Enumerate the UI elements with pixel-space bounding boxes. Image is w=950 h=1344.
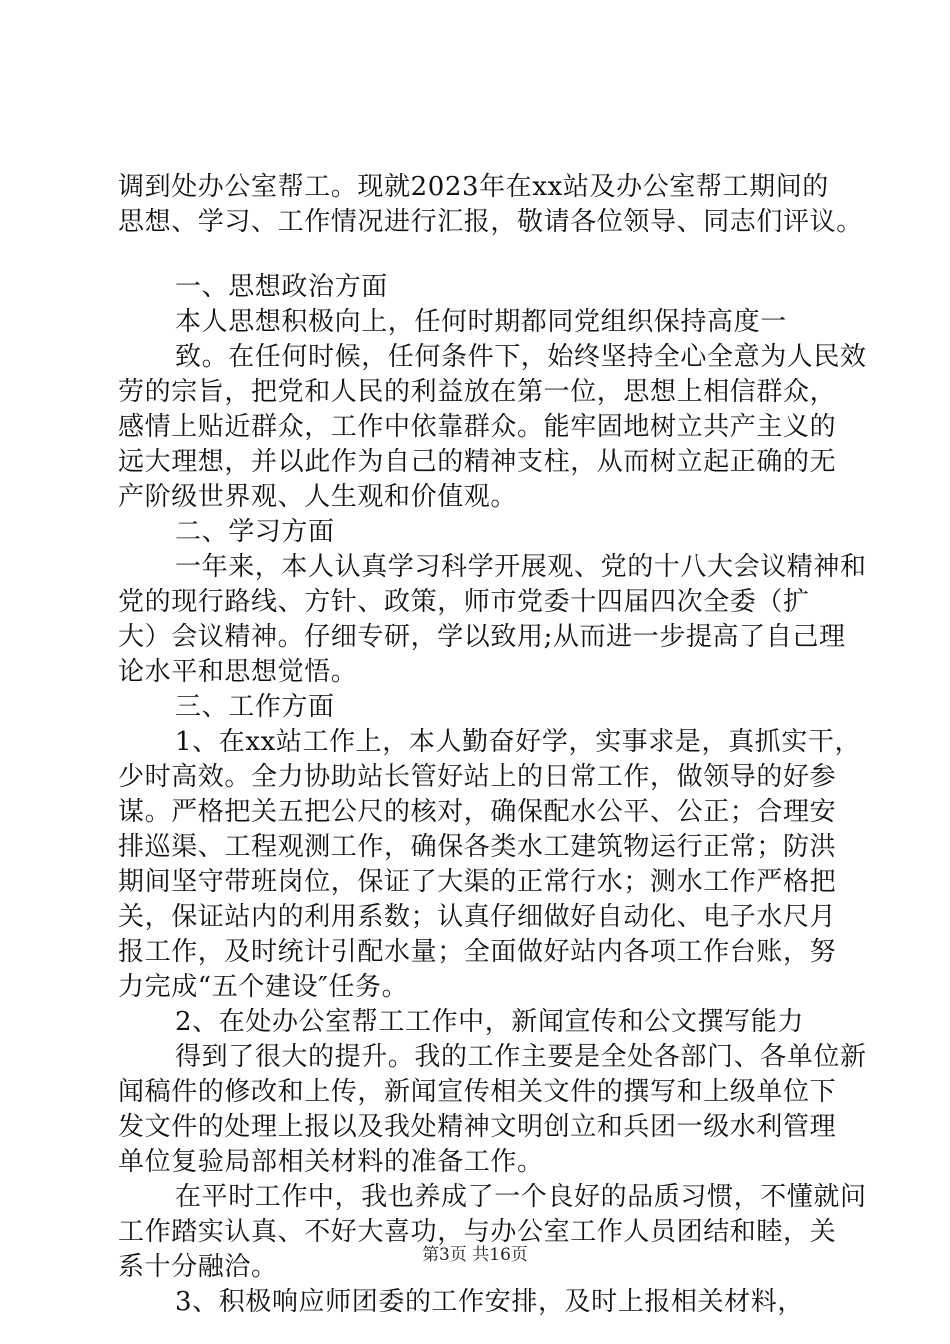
text-line: 论水平和思想觉悟。 <box>118 657 358 687</box>
text-line: 感情上贴近群众，工作中依靠群众。能牢固地树立共产主义的 <box>118 412 837 442</box>
text-line: 远大理想，并以此作为自己的精神支柱，从而树立起正确的无 <box>118 447 837 477</box>
text-line: 思想、学习、工作情况进行汇报，敬请各位领导、同志们评议。 <box>118 207 863 237</box>
text-line: 力完成“五个建设″任务。 <box>118 972 409 1002</box>
text-line: 工作踏实认真、不好大喜功，与办公室工作人员团结和睦，关 <box>118 1217 837 1247</box>
document-body <box>118 170 867 1320</box>
text-line: 大）会议精神。仔细专研，学以致用;从而进一步提高了自己理 <box>118 622 846 652</box>
text-line: 关，保证站内的利用系数；认真仔细做好自动化、电子水尺月 <box>118 902 837 932</box>
text-line: 闻稿件的修改和上传，新闻宣传相关文件的撰写和上级单位下 <box>118 1077 837 1107</box>
text-line: 少时高效。全力协助站长管好站上的日常工作，做领导的好参 <box>118 762 837 792</box>
section-heading-study: 二、学习方面 <box>175 517 335 547</box>
text-line: 谋。严格把关五把公尺的核对，确保配水公平、公正；合理安 <box>118 797 837 827</box>
text-line: 产阶级世界观、人生观和价值观。 <box>118 482 518 512</box>
text-line: 1、在xx站工作上，本人勤奋好学，实事求是，真抓实干， <box>175 727 862 757</box>
text-line: 报工作，及时统计引配水量；全面做好站内各项工作台账，努 <box>118 937 837 967</box>
text-line: 一年来，本人认真学习科学开展观、党的十八大会议精神和 <box>175 552 867 582</box>
text-line: 调到处办公室帮工。现就2023年在xx站及办公室帮工期间的 <box>118 172 829 202</box>
text-line: 2、在处办公室帮工工作中，新闻宣传和公文撰写能力 <box>175 1007 804 1037</box>
text-line: 期间坚守带班岗位，保证了大渠的正常行水；测水工作严格把 <box>118 867 837 897</box>
text-line: 排巡渠、工程观测工作，确保各类水工建筑物运行正常；防洪 <box>118 832 837 862</box>
text-line: 3、积极响应师团委的工作安排，及时上报相关材料， <box>175 1287 804 1317</box>
text-line: 单位复验局部相关材料的准备工作。 <box>118 1147 544 1177</box>
page-number-footer: 第3页 共16页 <box>422 1245 528 1265</box>
text-line: 系十分融洽。 <box>118 1252 278 1282</box>
section-heading-ideology: 一、思想政治方面 <box>175 272 388 302</box>
text-line: 劳的宗旨，把党和人民的利益放在第一位，思想上相信群众， <box>118 377 837 407</box>
text-line: 发文件的处理上报以及我处精神文明创立和兵团一级水利管理 <box>118 1112 837 1142</box>
text-line: 本人思想积极向上，任何时期都同党组织保持高度一 <box>175 307 787 337</box>
text-line: 得到了很大的提升。我的工作主要是全处各部门、各单位新 <box>175 1042 867 1072</box>
text-line: 致。在任何时候，任何条件下，始终坚持全心全意为人民效 <box>175 342 867 372</box>
section-heading-work: 三、工作方面 <box>175 692 335 722</box>
text-line: 在平时工作中，我也养成了一个良好的品质习惯，不懂就问 <box>175 1182 867 1212</box>
text-line: 党的现行路线、方针、政策，师市党委十四届四次全委（扩 <box>118 587 810 617</box>
